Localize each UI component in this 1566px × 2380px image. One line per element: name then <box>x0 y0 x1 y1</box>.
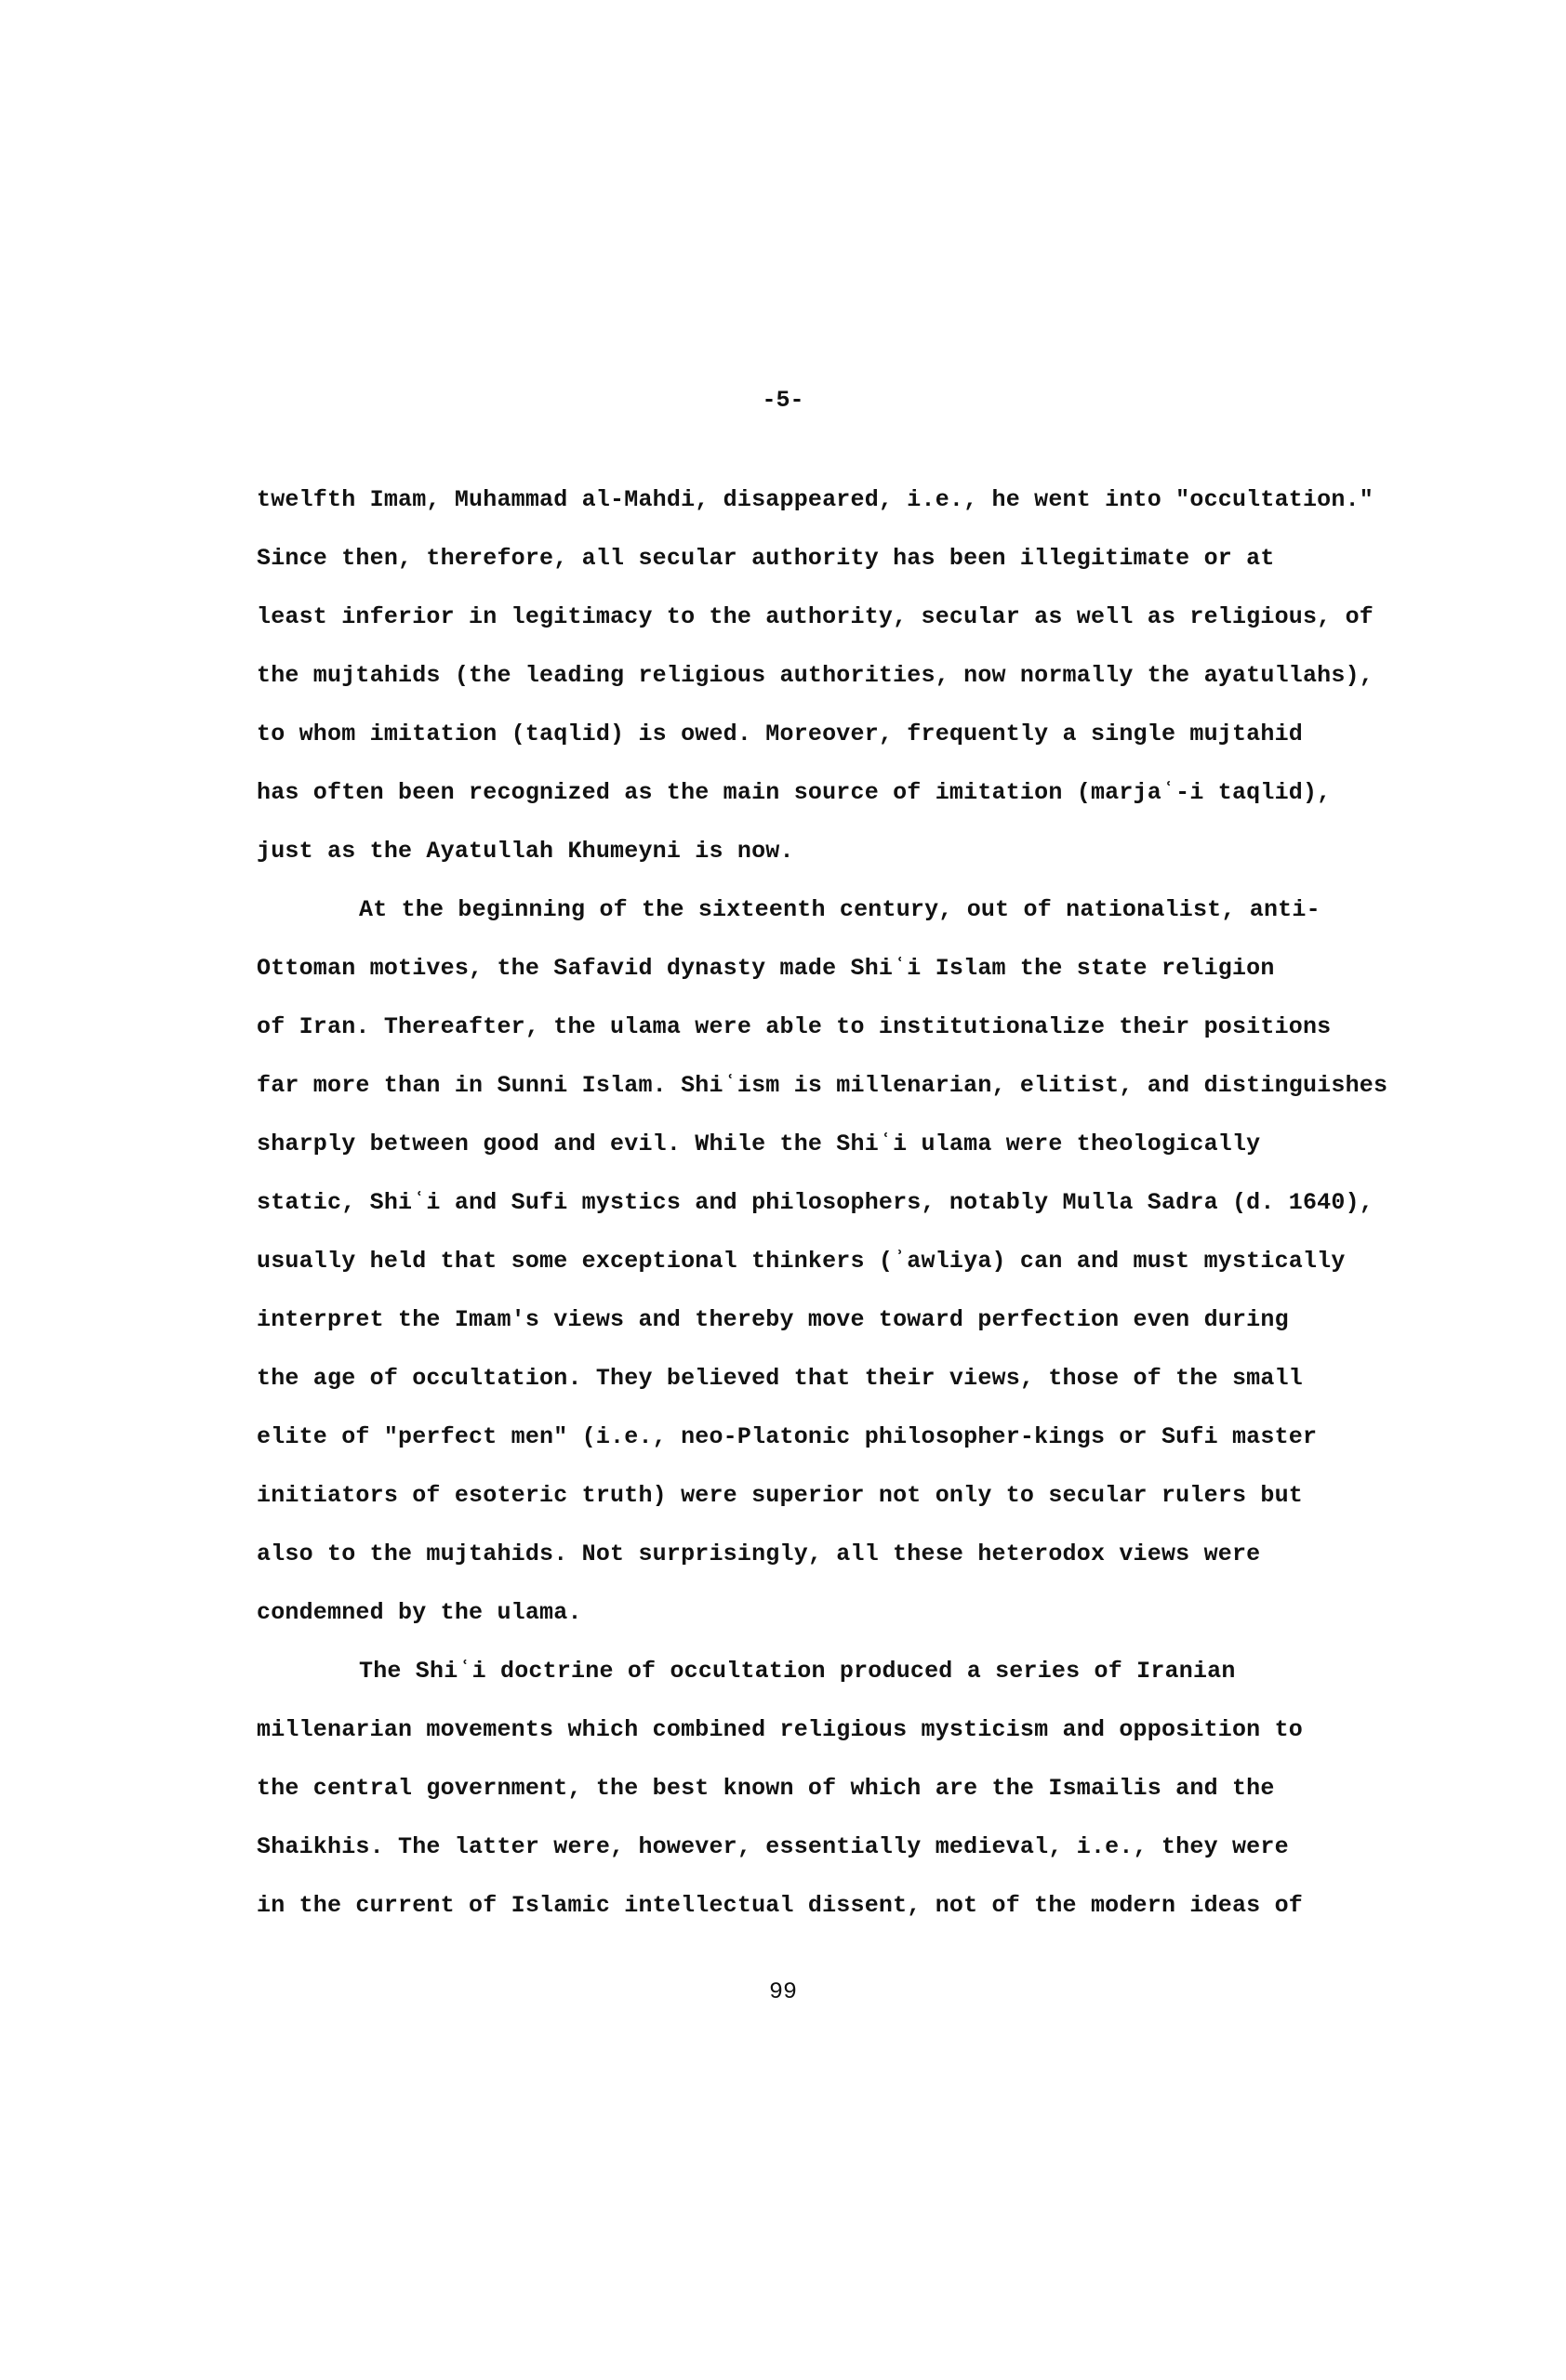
text-line: twelfth Imam, Muhammad al-Mahdi, disappeared, i.e., he went into "occultation." <box>257 486 1374 513</box>
text-line: sharply between good and evil. While the Shiʿi ulama were theologically <box>257 1130 1261 1157</box>
text-line: the central government, the best known of which are the Ismailis and the <box>257 1775 1275 1802</box>
text-line: least inferior in legitimacy to the authority, secular as well as religious, of <box>257 603 1374 630</box>
page-folio: 99 <box>768 1978 797 2005</box>
paragraph-start-line: At the beginning of the sixteenth century, out of nationalist, anti- <box>359 896 1320 923</box>
text-line: initiators of esoteric truth) were superior not only to secular rulers but <box>257 1482 1303 1509</box>
text-line: the age of occultation. They believed that their views, those of the small <box>257 1365 1303 1392</box>
text-line: in the current of Islamic intellectual dissent, not of the modern ideas of <box>257 1892 1303 1919</box>
text-line: of Iran. Thereafter, the ulama were able to institutionalize their positions <box>257 1013 1332 1040</box>
text-line: Shaikhis. The latter were, however, essentially medieval, i.e., they were <box>257 1833 1289 1860</box>
text-line: to whom imitation (taqlid) is owed. Moreover, frequently a single mujtahid <box>257 721 1303 747</box>
text-line: Since then, therefore, all secular authority has been illegitimate or at <box>257 545 1275 572</box>
text-line: just as the Ayatullah Khumeyni is now. <box>257 838 794 865</box>
text-line: millenarian movements which combined religious mysticism and opposition to <box>257 1716 1303 1743</box>
text-line: also to the mujtahids. Not surprisingly, all these heterodox views were <box>257 1540 1261 1567</box>
body-text <box>257 470 1447 1935</box>
text-line: static, Shiʿi and Sufi mystics and philosophers, notably Mulla Sadra (d. 1640), <box>257 1189 1374 1216</box>
text-line: elite of "perfect men" (i.e., neo-Platonic philosopher-kings or Sufi master <box>257 1423 1318 1450</box>
text-line: usually held that some exceptional thinkers (ʾawliya) can and must mystically <box>257 1248 1346 1275</box>
text-line: Ottoman motives, the Safavid dynasty made Shiʿi Islam the state religion <box>257 955 1275 982</box>
paragraph-start-line: The Shiʿi doctrine of occultation produced a series of Iranian <box>359 1658 1236 1685</box>
page-header-number: -5- <box>762 387 804 414</box>
text-line: interpret the Imam's views and thereby move toward perfection even during <box>257 1306 1289 1333</box>
text-line: has often been recognized as the main source of imitation (marjaʿ-i taqlid), <box>257 779 1332 806</box>
text-line: condemned by the ulama. <box>257 1599 582 1626</box>
text-line: the mujtahids (the leading religious authorities, now normally the ayatullahs), <box>257 662 1374 689</box>
text-line: far more than in Sunni Islam. Shiʿism is millenarian, elitist, and distinguishes <box>257 1072 1388 1099</box>
